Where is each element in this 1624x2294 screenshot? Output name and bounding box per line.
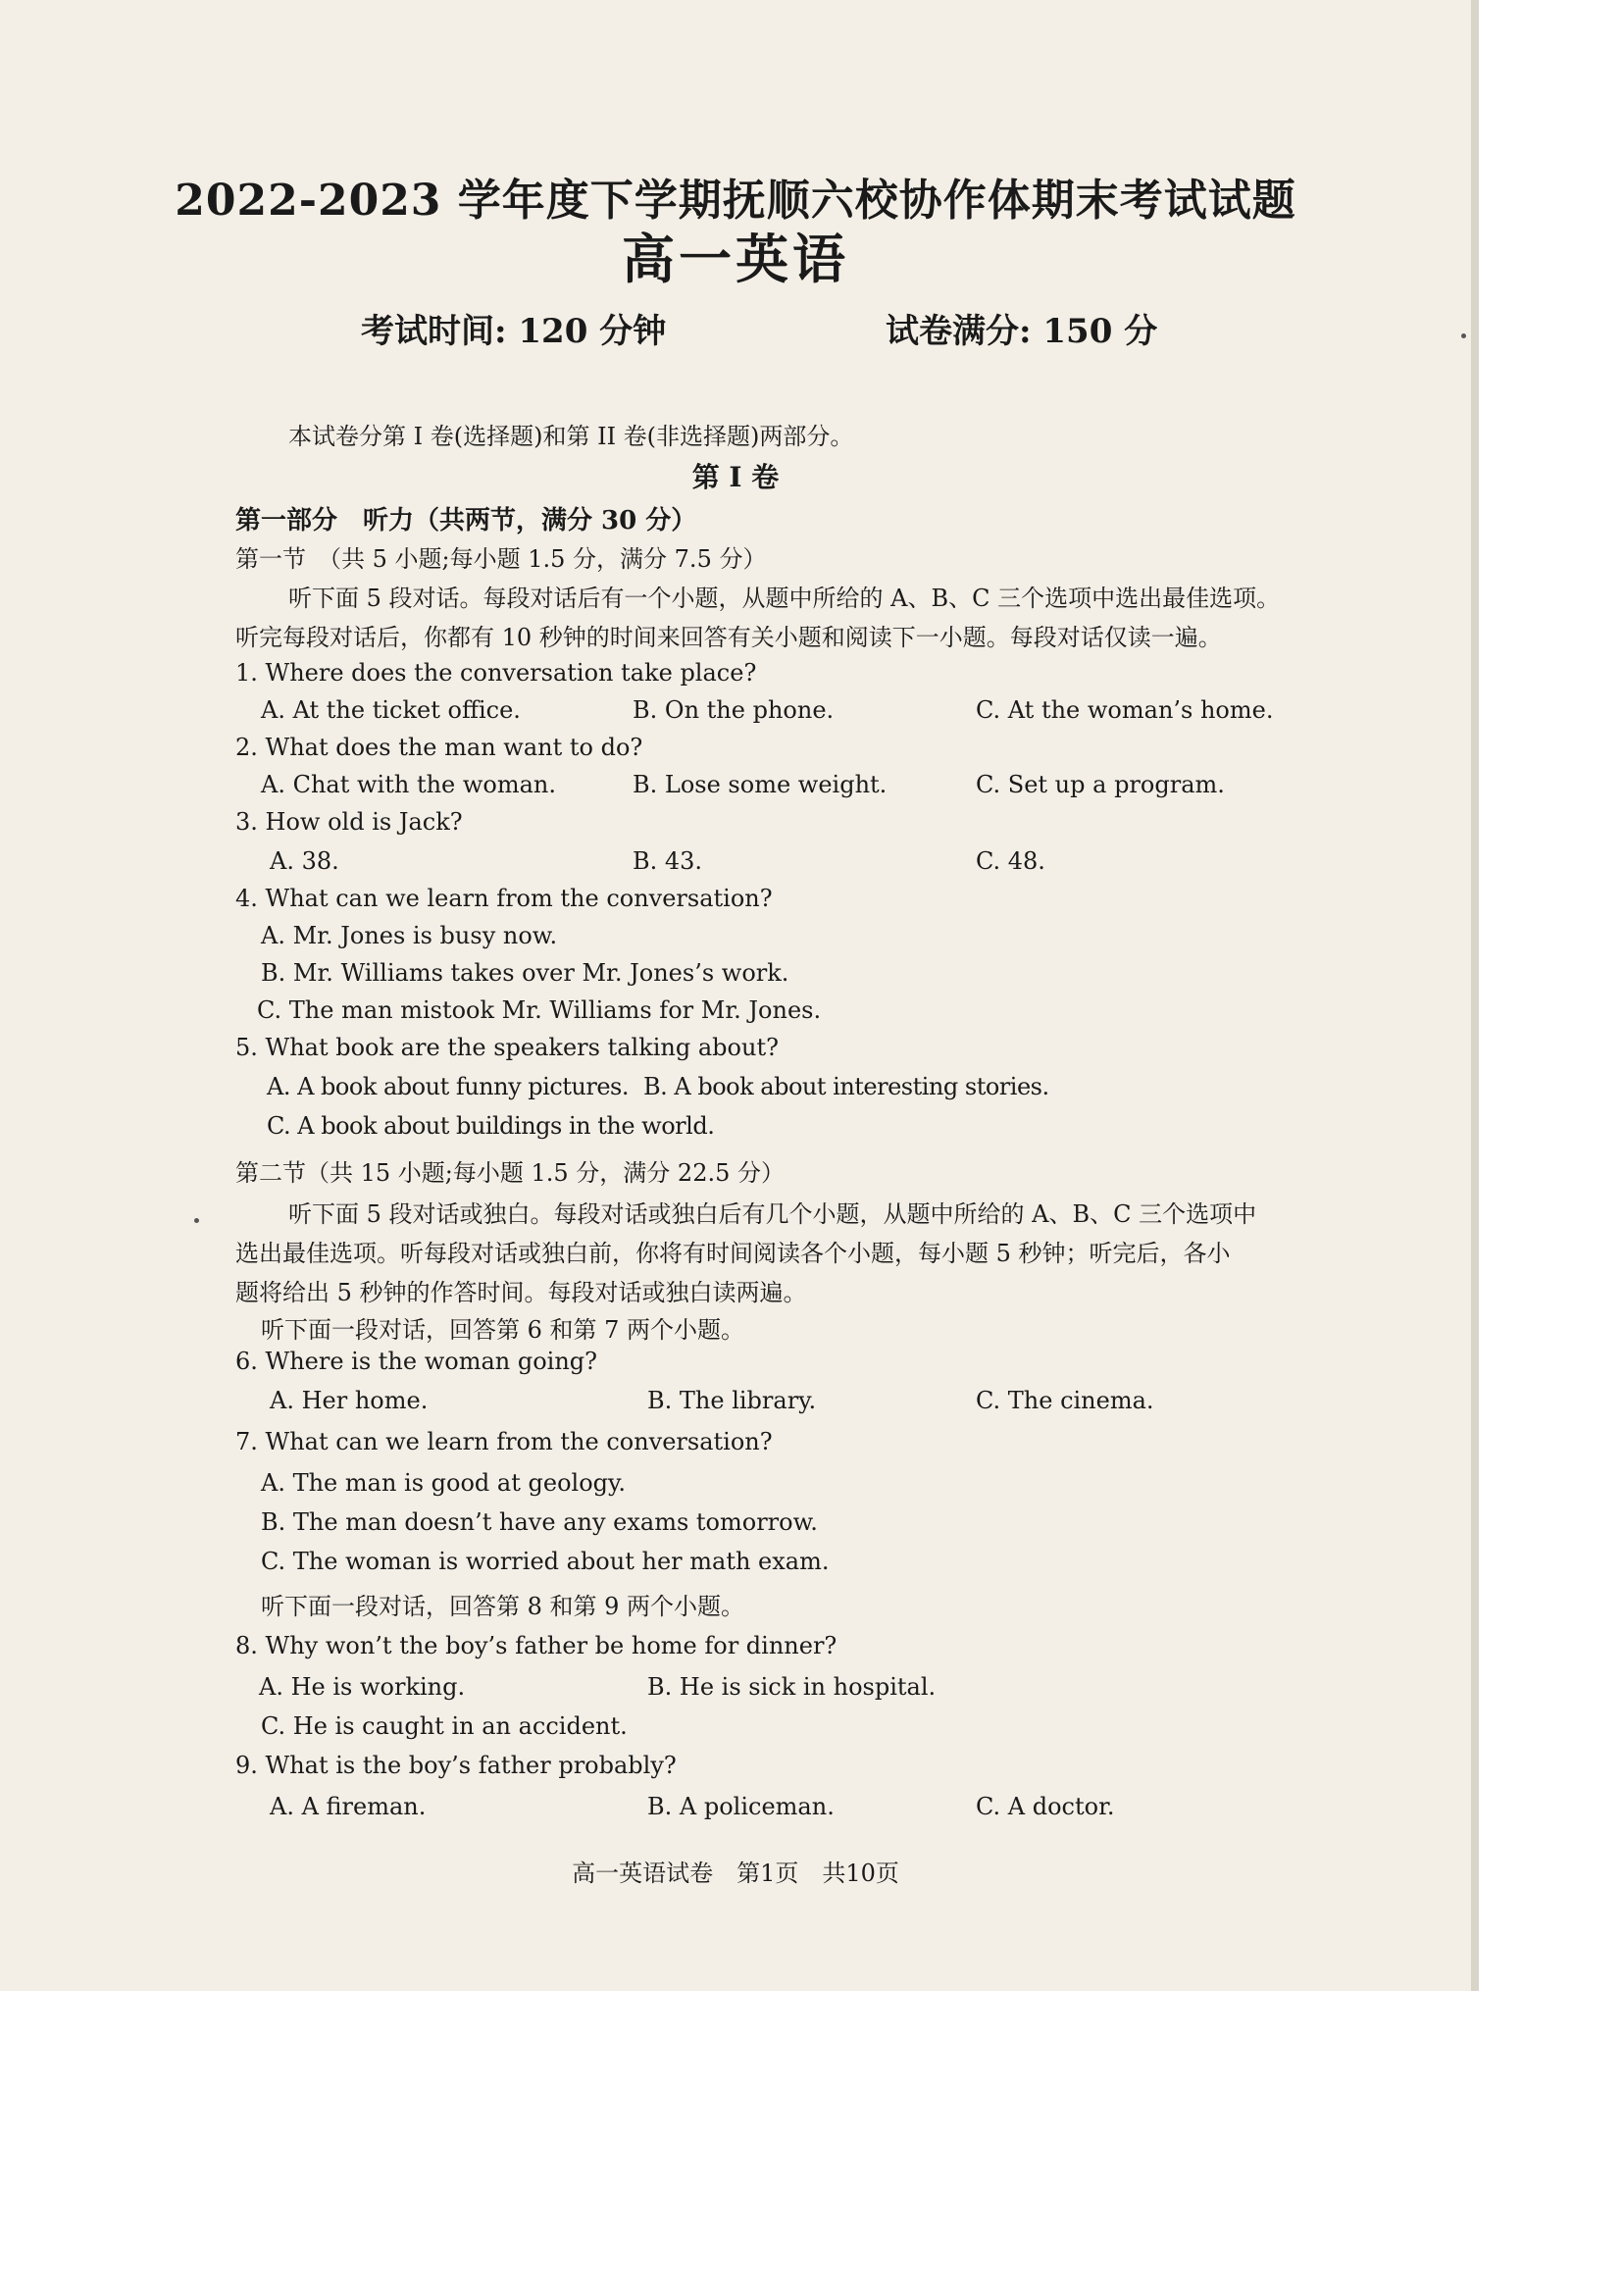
section1-heading: 第一节 （共 5 小题;每小题 1.5 分，满分 7.5 分） [235,545,767,573]
sheet-edge [1471,0,1479,1991]
option-a: A. Chat with the woman. [261,771,557,798]
volume-heading: 第 I 卷 [691,461,780,493]
option-c: C. 48. [976,847,1045,875]
scan-speck [194,1218,199,1223]
question-stem: 5. What book are the speakers talking about? [235,1034,779,1061]
option-a: A. Her home. [270,1387,429,1414]
dialogue-lead: 听下面一段对话，回答第 8 和第 9 两个小题。 [261,1593,745,1620]
option-b: B. A policeman. [647,1793,835,1820]
exam-intro: 本试卷分第 I 卷(选择题)和第 II 卷(非选择题)两部分。 [288,423,854,450]
option-a: A. He is working. [259,1673,466,1701]
section2-instructions: 题将给出 5 秒钟的作答时间。每段对话或独白读两遍。 [235,1279,807,1306]
section1-instructions: 听完每段对话后，你都有 10 秒钟的时间来回答有关小题和阅读下一小题。每段对话仅读一遍。 [235,624,1222,651]
option-a: A. A book about funny pictures. [267,1073,629,1100]
exam-time: 考试时间: 120 分钟 [361,312,667,351]
option-b: B. 43. [633,847,703,875]
option-b: B. A book about interesting stories. [643,1073,1049,1100]
option-c: C. A book about buildings in the world. [267,1112,715,1140]
question-stem: 6. Where is the woman going? [235,1348,598,1375]
option-c: C. The cinema. [976,1387,1154,1414]
question-stem: 3. How old is Jack? [235,808,463,836]
option-b: B. Lose some weight. [633,771,888,798]
dialogue-lead: 听下面一段对话，回答第 6 和第 7 两个小题。 [261,1316,745,1344]
option-c: C. Set up a program. [976,771,1225,798]
part1-heading: 第一部分 听力（共两节，满分 30 分） [235,506,697,535]
scan-speck [1461,333,1466,338]
question-stem: 7. What can we learn from the conversation? [235,1428,773,1455]
option-c: C. The man mistook Mr. Williams for Mr. Jones. [257,996,822,1024]
option-b: B. On the phone. [633,696,835,724]
option-b: B. Mr. Williams takes over Mr. Jones’s work. [261,959,789,987]
question-stem: 1. Where does the conversation take place? [235,659,757,687]
question-stem: 4. What can we learn from the conversation? [235,885,773,912]
option-c: C. A doctor. [976,1793,1115,1820]
option-a: A. A fireman. [270,1793,427,1820]
section2-instructions: 选出最佳选项。听每段对话或独白前，你将有时间阅读各个小题，每小题 5 秒钟；听完后，各小 [235,1240,1231,1267]
option-c: C. He is caught in an accident. [261,1712,628,1740]
option-a: A. At the ticket office. [261,696,521,724]
section2-heading: 第二节（共 15 小题;每小题 1.5 分，满分 22.5 分） [235,1159,786,1187]
option-b: B. The library. [647,1387,817,1414]
question-stem: 8. Why won’t the boy’s father be home for dinner? [235,1632,837,1659]
section2-instructions: 听下面 5 段对话或独白。每段对话或独白后有几个小题，从题中所给的 A、B、C 三个选项中 [288,1200,1257,1228]
option-c: C. At the woman’s home. [976,696,1274,724]
page-footer: 高一英语试卷 第1页 共10页 [572,1860,899,1887]
option-a: A. The man is good at geology. [261,1469,626,1497]
question-stem: 2. What does the man want to do? [235,734,643,761]
option-a: A. 38. [270,847,339,875]
option-c: C. The woman is worried about her math exam. [261,1548,830,1575]
exam-subject: 高一英语 [622,228,849,290]
section1-instructions: 听下面 5 段对话。每段对话后有一个小题，从题中所给的 A、B、C 三个选项中选出最佳选项。 [288,585,1281,612]
question-stem: 9. What is the boy’s father probably? [235,1752,677,1779]
exam-title: 2022-2023 学年度下学期抚顺六校协作体期末考试试题 [175,176,1296,226]
option-b: B. The man doesn’t have any exams tomorrow. [261,1508,818,1536]
exam-score: 试卷满分: 150 分 [886,312,1158,351]
option-a: A. Mr. Jones is busy now. [261,922,558,949]
option-b: B. He is sick in hospital. [647,1673,937,1701]
